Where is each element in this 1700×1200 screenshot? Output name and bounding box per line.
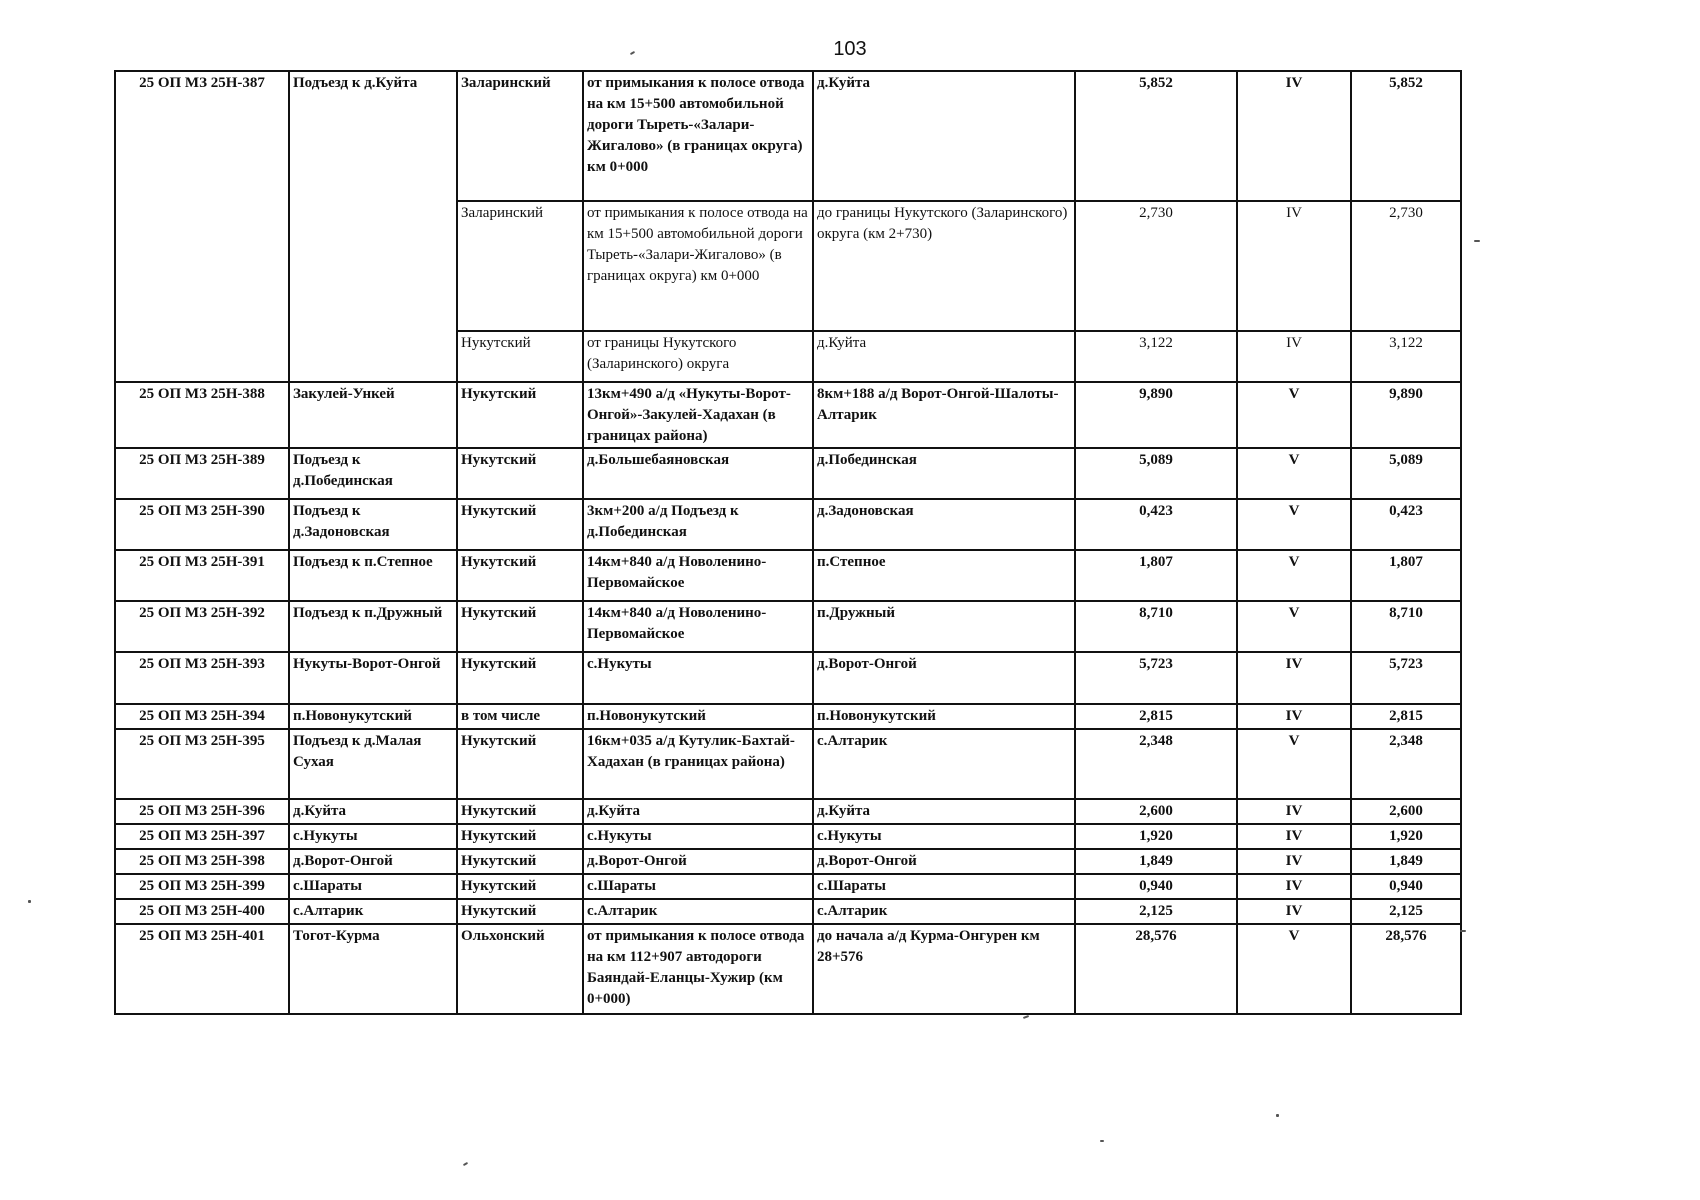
start-point: с.Нукуты [583,652,813,704]
category: IV [1237,849,1351,874]
road-code: 25 ОП МЗ 25Н-395 [115,729,289,799]
road-code: 25 ОП МЗ 25Н-389 [115,448,289,499]
district: Нукутский [457,601,583,652]
district: Нукутский [457,874,583,899]
road-code: 25 ОП МЗ 25Н-401 [115,924,289,1014]
length: 0,940 [1075,874,1237,899]
category: V [1237,499,1351,550]
length: 9,890 [1075,382,1237,448]
start-point: д.Большебаяновская [583,448,813,499]
district: Ольхонский [457,924,583,1014]
end-point: д.Задоновская [813,499,1075,550]
category: IV [1237,899,1351,924]
end-point: п.Дружный [813,601,1075,652]
end-point: с.Алтарик [813,899,1075,924]
length: 1,807 [1075,550,1237,601]
road-name: с.Шараты [289,874,457,899]
start-point: 16км+035 а/д Кутулик-Бахтай-Хадахан (в границах района) [583,729,813,799]
end-point: д.Ворот-Онгой [813,652,1075,704]
district: Нукутский [457,799,583,824]
road-name: Закулей-Ункей [289,382,457,448]
table-row [115,704,1461,729]
road-name: Подъезд к п.Степное [289,550,457,601]
total-length: 1,807 [1351,550,1461,601]
scan-speck [1100,1140,1104,1142]
road-code: 25 ОП МЗ 25Н-398 [115,849,289,874]
total-length: 2,348 [1351,729,1461,799]
end-point: с.Шараты [813,874,1075,899]
road-name: Подъезд к д.Задоновская [289,499,457,550]
length: 1,920 [1075,824,1237,849]
scan-speck [28,900,31,903]
scan-speck [1276,1114,1279,1117]
total-length: 2,125 [1351,899,1461,924]
category: V [1237,729,1351,799]
length: 2,600 [1075,799,1237,824]
road-code: 25 ОП МЗ 25Н-396 [115,799,289,824]
end-point: с.Нукуты [813,824,1075,849]
table-row [115,899,1461,924]
road-code: 25 ОП МЗ 25Н-387 [115,71,289,382]
road-code: 25 ОП МЗ 25Н-399 [115,874,289,899]
district: Заларинский [457,71,583,201]
total-length: 5,723 [1351,652,1461,704]
total-length: 0,423 [1351,499,1461,550]
total-length: 8,710 [1351,601,1461,652]
road-name: Нукуты-Ворот-Онгой [289,652,457,704]
district: Нукутский [457,652,583,704]
total-length: 2,815 [1351,704,1461,729]
start-point: от границы Нукутского (Заларинского) округа [583,331,813,382]
district: Нукутский [457,849,583,874]
category: IV [1237,201,1351,331]
road-name: Подъезд к д.Малая Сухая [289,729,457,799]
length: 5,089 [1075,448,1237,499]
length: 2,730 [1075,201,1237,331]
total-length: 5,089 [1351,448,1461,499]
category: IV [1237,652,1351,704]
start-point: 3км+200 а/д Подъезд к д.Побединская [583,499,813,550]
district: Нукутский [457,899,583,924]
category: IV [1237,799,1351,824]
length: 2,125 [1075,899,1237,924]
start-point: 14км+840 а/д Новоленино-Первомайское [583,550,813,601]
category: IV [1237,331,1351,382]
road-name: с.Нукуты [289,824,457,849]
district: Нукутский [457,550,583,601]
table-row [115,849,1461,874]
table-row [115,448,1461,499]
road-code: 25 ОП МЗ 25Н-391 [115,550,289,601]
start-point: 14км+840 а/д Новоленино-Первомайское [583,601,813,652]
table-row [115,550,1461,601]
table-row [115,874,1461,899]
scan-speck [1474,240,1480,242]
district: Нукутский [457,382,583,448]
road-code: 25 ОП МЗ 25Н-394 [115,704,289,729]
district: Нукутский [457,331,583,382]
district: Нукутский [457,499,583,550]
road-name: Подъезд к п.Дружный [289,601,457,652]
category: IV [1237,824,1351,849]
district: Заларинский [457,201,583,331]
page-number: 103 [833,38,867,60]
category: IV [1237,71,1351,201]
length: 1,849 [1075,849,1237,874]
category: IV [1237,874,1351,899]
category: V [1237,448,1351,499]
length: 3,122 [1075,331,1237,382]
start-point: от примыкания к полосе отвода на км 112+907 автодороги Баяндай-Еланцы-Хужир (км 0+000) [583,924,813,1014]
total-length: 2,730 [1351,201,1461,331]
table-row [115,652,1461,704]
category: V [1237,550,1351,601]
road-code: 25 ОП МЗ 25Н-388 [115,382,289,448]
road-code: 25 ОП МЗ 25Н-392 [115,601,289,652]
end-point: д.Куйта [813,71,1075,201]
start-point: д.Ворот-Онгой [583,849,813,874]
length: 0,423 [1075,499,1237,550]
category: V [1237,382,1351,448]
end-point: до начала а/д Курма-Онгурен км 28+576 [813,924,1075,1014]
table-row [115,729,1461,799]
end-point: до границы Нукутского (Заларинского) округа (км 2+730) [813,201,1075,331]
start-point: с.Шараты [583,874,813,899]
total-length: 0,940 [1351,874,1461,899]
district: в том числе [457,704,583,729]
end-point: 8км+188 а/д Ворот-Онгой-Шалоты-Алтарик [813,382,1075,448]
total-length: 2,600 [1351,799,1461,824]
road-name: с.Алтарик [289,899,457,924]
total-length: 9,890 [1351,382,1461,448]
end-point: с.Алтарик [813,729,1075,799]
road-name: Тогот-Курма [289,924,457,1014]
start-point: с.Нукуты [583,824,813,849]
table-row [115,824,1461,849]
roads-table [114,70,1462,1015]
end-point: д.Побединская [813,448,1075,499]
total-length: 5,852 [1351,71,1461,201]
road-code: 25 ОП МЗ 25Н-393 [115,652,289,704]
start-point: 13км+490 а/д «Нукуты-Ворот-Онгой»-Закулей-Хадахан (в границах района) [583,382,813,448]
end-point: п.Степное [813,550,1075,601]
end-point: д.Куйта [813,799,1075,824]
length: 8,710 [1075,601,1237,652]
total-length: 1,920 [1351,824,1461,849]
start-point: от примыкания к полосе отвода на км 15+500 автомобильной дороги Тыреть-«Залари-Жигалово» (в границах округа) км 0+000 [583,201,813,331]
table-row [115,924,1461,1014]
road-code: 25 ОП МЗ 25Н-400 [115,899,289,924]
road-name: п.Новонукутский [289,704,457,729]
scan-speck [1023,1015,1029,1019]
start-point: п.Новонукутский [583,704,813,729]
length: 28,576 [1075,924,1237,1014]
table-row [115,499,1461,550]
total-length: 1,849 [1351,849,1461,874]
end-point: д.Куйта [813,331,1075,382]
district: Нукутский [457,729,583,799]
length: 5,723 [1075,652,1237,704]
road-name: д.Куйта [289,799,457,824]
category: V [1237,601,1351,652]
start-point: от примыкания к полосе отвода на км 15+500 автомобильной дороги Тыреть-«Залари-Жигалово» (в границах округа) км 0+000 [583,71,813,201]
table-row [115,799,1461,824]
total-length: 3,122 [1351,331,1461,382]
total-length: 28,576 [1351,924,1461,1014]
category: IV [1237,704,1351,729]
table-row [115,71,1461,201]
scan-speck [463,1162,468,1166]
start-point: д.Куйта [583,799,813,824]
table-row [115,601,1461,652]
end-point: д.Ворот-Онгой [813,849,1075,874]
length: 5,852 [1075,71,1237,201]
scan-speck [1460,930,1466,932]
length: 2,815 [1075,704,1237,729]
end-point: п.Новонукутский [813,704,1075,729]
district: Нукутский [457,824,583,849]
road-code: 25 ОП МЗ 25Н-390 [115,499,289,550]
road-name: Подъезд к д.Побединская [289,448,457,499]
district: Нукутский [457,448,583,499]
length: 2,348 [1075,729,1237,799]
road-name: Подъезд к д.Куйта [289,71,457,382]
road-code: 25 ОП МЗ 25Н-397 [115,824,289,849]
road-name: д.Ворот-Онгой [289,849,457,874]
start-point: с.Алтарик [583,899,813,924]
table-row [115,382,1461,448]
category: V [1237,924,1351,1014]
